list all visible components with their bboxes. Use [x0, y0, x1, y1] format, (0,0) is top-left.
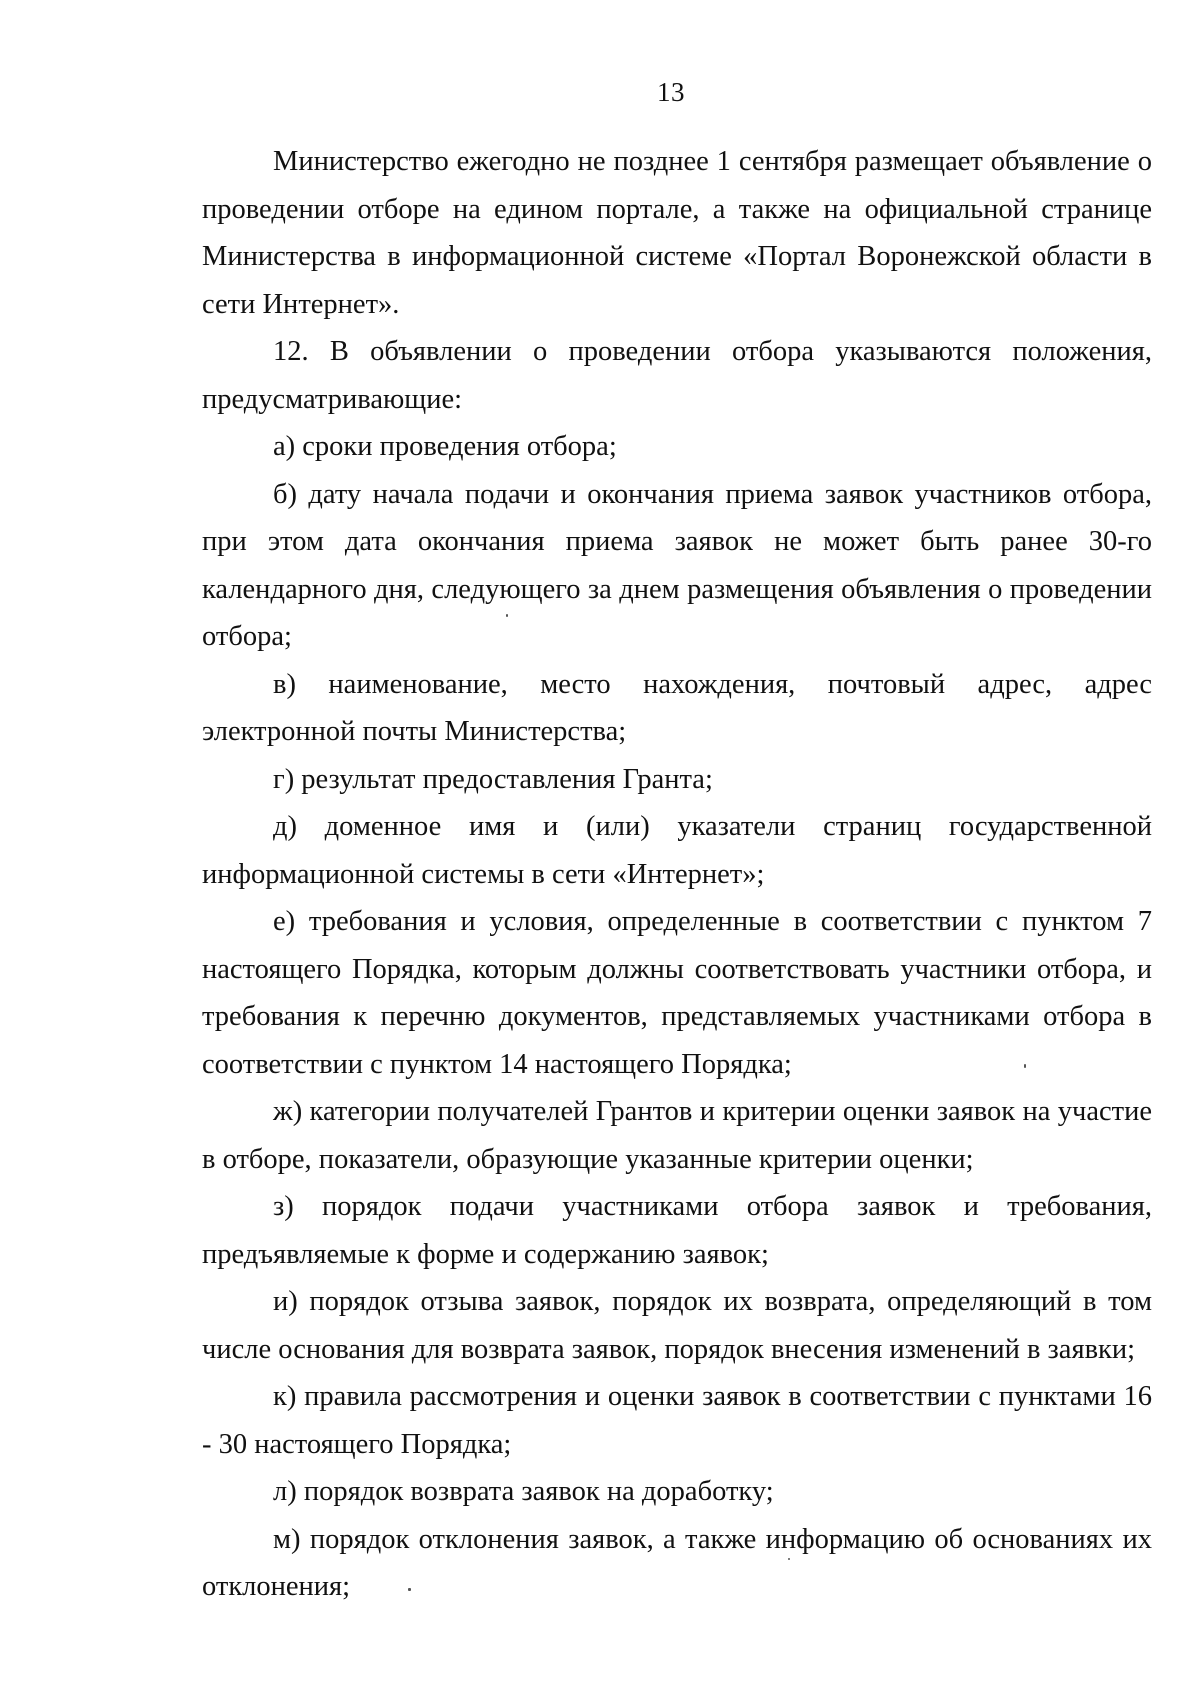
- document-body: [202, 138, 1152, 1611]
- scan-speck: [1024, 1064, 1026, 1068]
- list-item-d: д) доменное имя и (или) указатели страниц государственной информационной системы в сети «Интернет»;: [202, 811, 1152, 890]
- list-item-z: з) порядок подачи участниками отбора заявок и требования, предъявляемые к форме и содержанию заявок;: [202, 1191, 1152, 1270]
- list-item-e: е) требования и условия, определенные в соответствии с пунктом 7 настоящего Порядка, которым должны соответствовать участники отбора, и требования к перечню документов, представляемых участниками отбора в соответствии с пунктом 14 настоящего Порядка;: [202, 906, 1152, 1080]
- list-item-v: в) наименование, место нахождения, почтовый адрес, адрес электронной почты Министерства;: [202, 668, 1152, 747]
- list-item-zh: ж) категории получателей Грантов и критерии оценки заявок на участие в отборе, показатели, образующие указанные критерии оценки;: [202, 1096, 1152, 1175]
- list-item-l: л) порядок возврата заявок на доработку;: [273, 1476, 774, 1507]
- list-item-g: г) результат предоставления Гранта;: [273, 763, 713, 795]
- list-item-m: м) порядок отклонения заявок, а также информацию об основаниях их отклонения;: [202, 1523, 1152, 1602]
- page-number: 13: [657, 77, 685, 107]
- paragraph-clause-12: 12. В объявлении о проведении отбора указываются положения, предусматривающие:: [202, 336, 1152, 415]
- list-item-i: и) порядок отзыва заявок, порядок их возврата, определяющий в том числе основания для возврата заявок, порядок внесения изменений в заявки;: [202, 1286, 1152, 1365]
- scan-speck: [506, 614, 508, 617]
- scan-speck: [408, 1588, 411, 1591]
- list-item-k: к) правила рассмотрения и оценки заявок в соответствии с пунктами 16 - 30 настоящего Порядка;: [202, 1381, 1152, 1460]
- list-item-b: б) дату начала подачи и окончания приема заявок участников отбора, при этом дата окончания приема заявок не может быть ранее 30-го календарного дня, следующего за днем размещения объявления о проведении отбора;: [202, 478, 1152, 652]
- list-item-a: а) сроки проведения отбора;: [273, 431, 617, 462]
- paragraph-announcement: Министерство ежегодно не позднее 1 сентября размещает объявление о проведении отборе на едином портале, а также на официальной странице Министерства в информационной системе «Портал Воронежской области в сети Интернет».: [202, 146, 1152, 320]
- scan-speck: [788, 1558, 790, 1560]
